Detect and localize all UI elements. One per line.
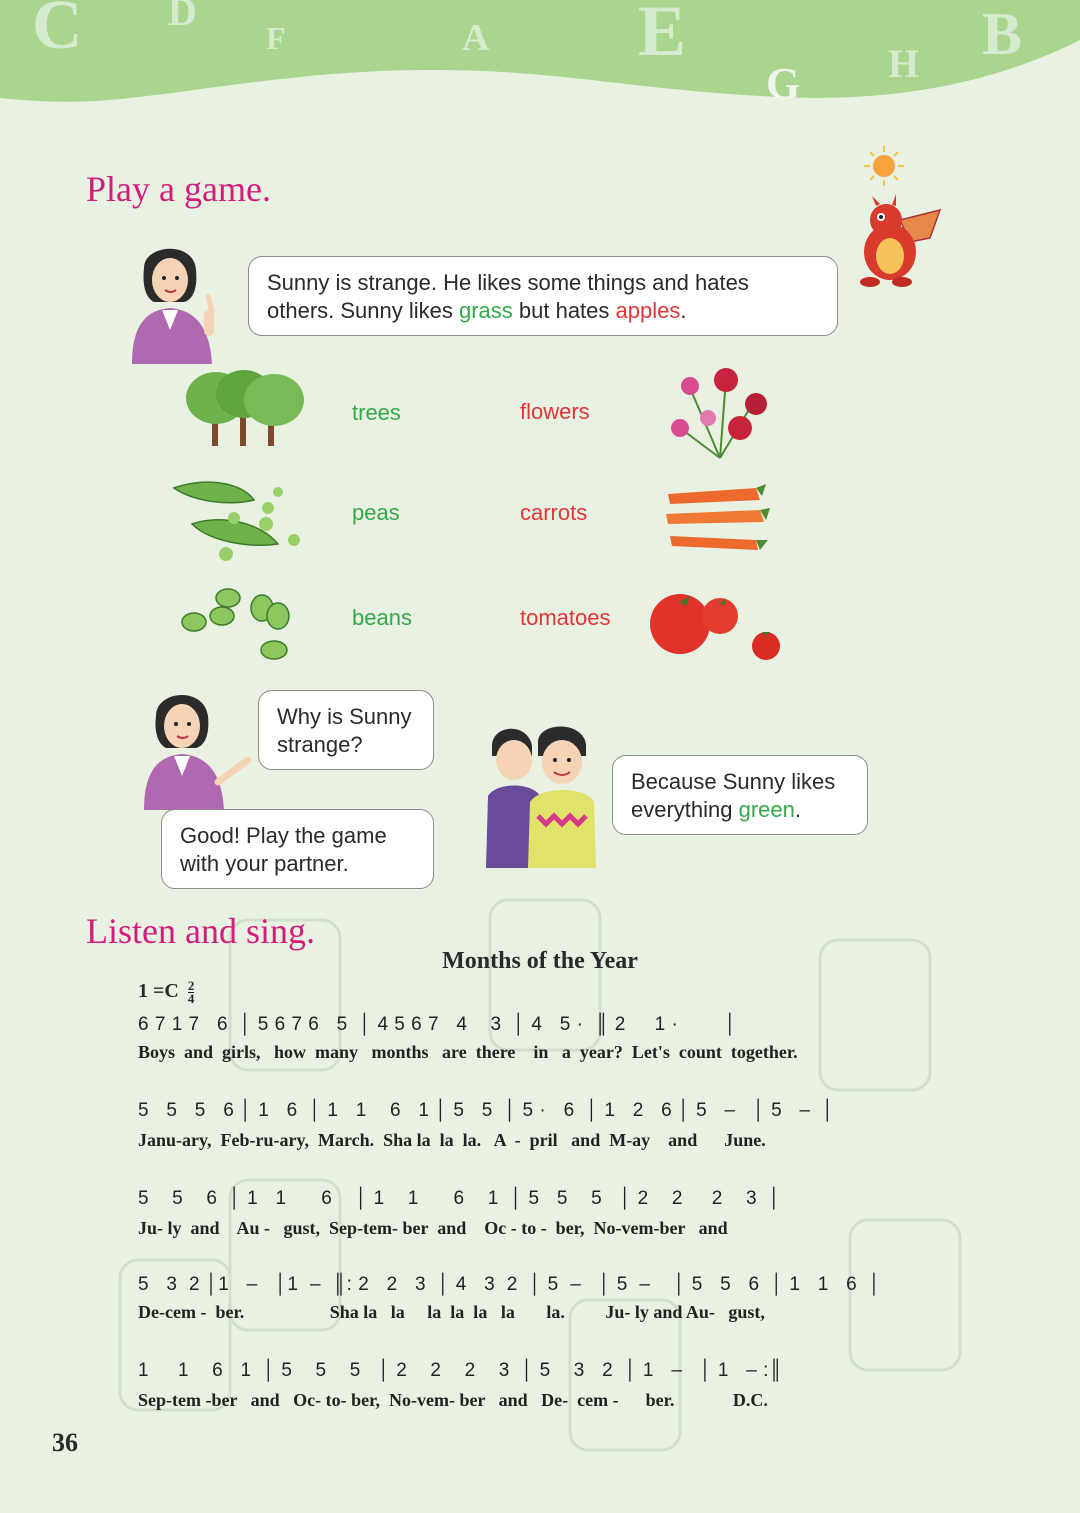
children-image bbox=[482, 716, 604, 868]
likes-word: grass bbox=[458, 298, 513, 323]
beans-image bbox=[178, 582, 298, 662]
answer-text-after: . bbox=[794, 797, 802, 822]
trees-image bbox=[182, 368, 306, 450]
carrots-image bbox=[660, 484, 772, 556]
banner-letter: C bbox=[32, 0, 83, 64]
notation-line-1: 6 7 1 7 6 │ 5 6 7 6 5 │ 4 5 6 7 4 3 │ 4 5 · ║ 2 1 · │ bbox=[138, 1014, 737, 1035]
time-signature-top: 2 bbox=[187, 978, 195, 993]
flowers-image bbox=[660, 358, 778, 462]
lyrics-line-2: Janu-ary, Feb-ru-ary, March. Sha la la la. A - pril and M-ay and June. bbox=[138, 1130, 766, 1150]
page-number: 36 bbox=[52, 1428, 78, 1457]
banner-letter: G bbox=[766, 59, 801, 108]
answer-speech-bubble bbox=[612, 755, 868, 835]
answer-highlight: green bbox=[738, 797, 795, 822]
like-word-beans: beans bbox=[352, 605, 412, 630]
like-word-peas: peas bbox=[352, 500, 400, 525]
dragon-sunny-image bbox=[850, 190, 946, 290]
banner-letter: F bbox=[266, 20, 286, 56]
tomatoes-image bbox=[644, 586, 784, 662]
answer-text-before: Because Sunny likes everything bbox=[631, 769, 836, 822]
song-key bbox=[138, 980, 194, 1005]
section-title-play-game: Play a game. bbox=[86, 169, 271, 209]
intro-text-before: Sunny is strange. He likes some things and hates others. Sunny likes bbox=[267, 270, 749, 323]
like-word-trees: trees bbox=[352, 400, 401, 425]
teacher-image bbox=[124, 240, 228, 364]
teacher-pointing-image bbox=[138, 686, 256, 810]
banner-letter: A bbox=[462, 17, 490, 59]
praise-speech-bubble bbox=[161, 809, 434, 889]
notation-line-2: 5 5 5 6 │ 1 6 │ 1 1 6 1 │ 5 5 │ 5 · 6 │ 1 2 6 │ 5 – │ 5 – │ bbox=[138, 1100, 835, 1121]
notation-line-4: 5 3 2 │1 – │1 – ║: 2 2 3 │ 4 3 2 │ 5 – │ 5 – │ 5 5 6 │ 1 1 6 │ bbox=[138, 1274, 882, 1295]
lyrics-line-3: Ju- ly and Au - gust, Sep-tem- ber and Oc - to - ber, No-vem-ber and bbox=[138, 1218, 728, 1238]
hate-word-carrots: carrots bbox=[520, 500, 588, 525]
intro-text-after: . bbox=[680, 298, 687, 323]
notation-line-3: 5 5 6 │ 1 1 6 │ 1 1 6 1 │ 5 5 5 │ 2 2 2 3 │ bbox=[138, 1188, 781, 1209]
intro-text-middle: but hates bbox=[512, 298, 616, 323]
question-text: Why is Sunny strange? bbox=[277, 704, 412, 757]
banner-letter: H bbox=[888, 41, 920, 86]
lyrics-line-4: De-cem - ber. Sha la la la la la la la. Ju- ly and Au- gust, bbox=[138, 1302, 765, 1322]
banner-letter: E bbox=[638, 0, 687, 71]
lyrics-line-5: Sep-tem -ber and Oc- to- ber, No-vem- ber and De- cem - ber. D.C. bbox=[138, 1390, 768, 1410]
hate-word-flowers: flowers bbox=[520, 399, 590, 424]
song-title: Months of the Year bbox=[442, 948, 638, 974]
hates-word: apples bbox=[615, 298, 681, 323]
lyrics-line-1: Boys and girls, how many months are there in a year? Let's count together. bbox=[138, 1042, 798, 1062]
hate-word-tomatoes: tomatoes bbox=[520, 605, 611, 630]
question-speech-bubble bbox=[258, 690, 434, 770]
section-title-listen-sing: Listen and sing. bbox=[86, 911, 315, 951]
praise-text: Good! Play the game with your partner. bbox=[180, 823, 387, 876]
time-signature-bottom: 4 bbox=[187, 991, 195, 1006]
sun-icon bbox=[856, 142, 912, 192]
intro-speech-bubble bbox=[248, 256, 838, 336]
time-signature bbox=[188, 980, 195, 1005]
banner-letter: D bbox=[168, 0, 197, 34]
peas-image bbox=[170, 478, 306, 564]
banner-letter: B bbox=[982, 1, 1023, 67]
notation-line-5: 1 1 6 1 │ 5 5 5 │ 2 2 2 3 │ 5 3 2 │ 1 – │ 1 – :║ bbox=[138, 1360, 783, 1381]
key-signature: 1 =C bbox=[138, 980, 179, 1003]
